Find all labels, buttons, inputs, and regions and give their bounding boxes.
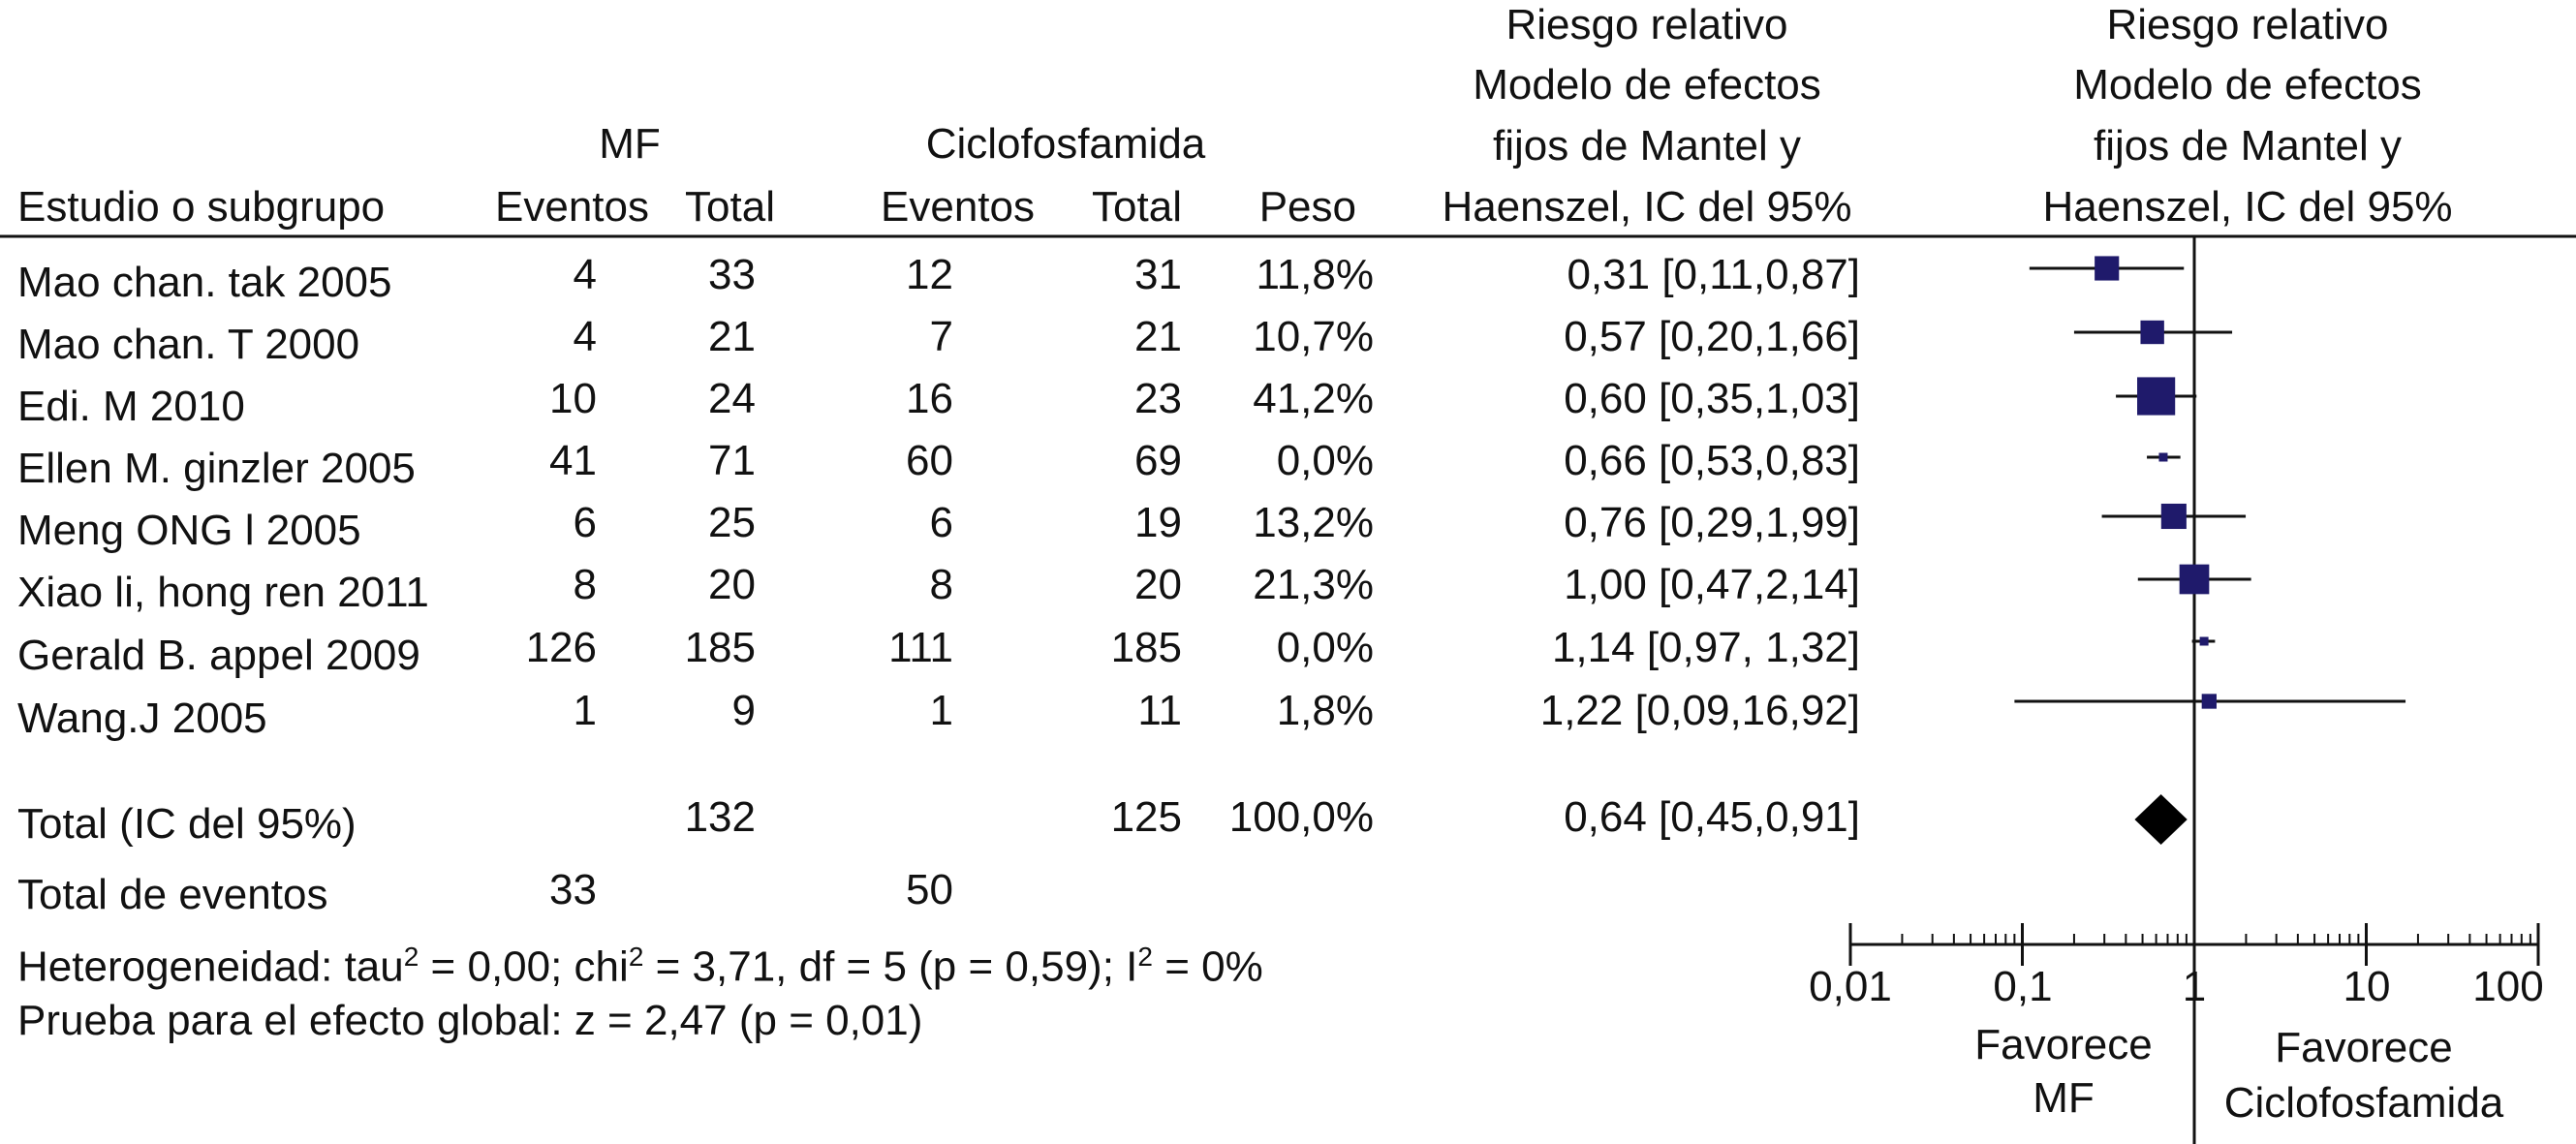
study-point-estimate	[2180, 565, 2210, 595]
total-weight: 100,0%	[1228, 793, 1374, 841]
plot-header-line-1: Riesgo relativo	[2106, 1, 2389, 48]
study-rr: 1,14 [0,97, 1,32]	[1551, 624, 1860, 671]
col-cy-events-header: Eventos	[881, 183, 1035, 231]
favors-right-line-1: Favorece	[2275, 1024, 2453, 1071]
rr-header-line-1: Riesgo relativo	[1505, 1, 1788, 48]
cy-total: 11	[1137, 687, 1182, 734]
study-name: Ellen M. ginzler 2005	[17, 445, 416, 492]
cy-total: 31	[1134, 251, 1182, 298]
total-cy-total: 125	[1110, 793, 1182, 841]
study-weight: 21,3%	[1253, 561, 1374, 608]
plot-header-line-2: Modelo de efectos	[2073, 61, 2422, 108]
study-name: Wang.J 2005	[17, 695, 267, 742]
overall-effect-test: Prueba para el efecto global: z = 2,47 (p = 0,01)	[17, 997, 923, 1044]
plot-header-line-4: Haenszel, IC del 95%	[2042, 183, 2453, 231]
mf-total: 71	[708, 437, 756, 484]
cy-total: 19	[1134, 499, 1182, 546]
cy-events: 1	[929, 687, 953, 734]
study-name: Gerald B. appel 2009	[17, 632, 420, 679]
study-weight: 1,8%	[1276, 687, 1374, 734]
mf-total: 33	[708, 251, 756, 298]
mf-total: 185	[684, 624, 756, 671]
mf-total: 24	[708, 375, 756, 422]
col-study-header: Estudio o subgrupo	[17, 183, 386, 231]
favors-left-line-1: Favorece	[1974, 1021, 2153, 1068]
total-mf-total: 132	[684, 793, 756, 841]
total-events-label: Total de eventos	[17, 871, 328, 918]
study-weight: 0,0%	[1276, 437, 1374, 484]
study-rr: 1,00 [0,47,2,14]	[1564, 561, 1860, 608]
pooled-estimate-diamond	[2134, 794, 2187, 845]
plot-header-line-3: fijos de Mantel y	[2094, 122, 2402, 170]
rr-header-line-4: Haenszel, IC del 95%	[1442, 183, 1852, 231]
mf-events: 4	[573, 251, 597, 298]
study-point-estimate	[2137, 377, 2175, 415]
mf-events: 10	[549, 375, 597, 422]
favors-left-line-2: MF	[2033, 1074, 2095, 1122]
study-rr: 0,57 [0,20,1,66]	[1564, 313, 1860, 360]
cy-total: 23	[1134, 375, 1182, 422]
mf-events: 6	[573, 499, 597, 546]
study-point-estimate	[2161, 504, 2187, 529]
study-weight: 10,7%	[1253, 313, 1374, 360]
study-weight: 41,2%	[1253, 375, 1374, 422]
cyclo-group-header: Ciclofosfamida	[925, 120, 1206, 168]
study-point-estimate	[2158, 453, 2167, 462]
cy-total: 69	[1134, 437, 1182, 484]
x-tick-label: 1	[2182, 963, 2207, 1010]
mf-events: 4	[573, 313, 597, 360]
cy-events: 6	[929, 499, 953, 546]
x-tick-label: 0,1	[1993, 963, 2053, 1010]
cy-total: 20	[1134, 561, 1182, 608]
col-weight-header: Peso	[1258, 183, 1356, 231]
x-tick-label: 100	[2472, 963, 2544, 1010]
mf-events: 8	[573, 561, 597, 608]
x-tick-label: 0,01	[1809, 963, 1892, 1010]
mf-events: 41	[549, 437, 597, 484]
study-name: Mao chan. T 2000	[17, 321, 360, 368]
favors-right-line-2: Ciclofosfamida	[2223, 1079, 2504, 1127]
study-point-estimate	[2095, 256, 2119, 280]
rr-header-line-2: Modelo de efectos	[1473, 61, 1821, 108]
col-cy-total-header: Total	[1092, 183, 1182, 231]
cy-total: 21	[1134, 313, 1182, 360]
study-weight: 11,8%	[1256, 251, 1374, 298]
total-events-cy: 50	[906, 866, 953, 913]
total-events-mf: 33	[549, 866, 597, 913]
mf-total: 25	[708, 499, 756, 546]
study-point-estimate	[2200, 637, 2209, 646]
heterogeneity-text: Heterogeneidad: tau$^2$ = 0,00; chi$^2$ = 3,71, df = 5 (p = 0,59); $I^2 = 0\%$	[17, 942, 1263, 991]
mf-total: 20	[708, 561, 756, 608]
study-rr: 1,22 [0,09,16,92]	[1539, 687, 1860, 734]
cy-events: 12	[906, 251, 953, 298]
study-rr: 0,31 [0,11,0,87]	[1567, 251, 1860, 298]
study-name: Meng ONG l 2005	[17, 507, 361, 554]
cy-events: 16	[906, 375, 953, 422]
total-rr: 0,64 [0,45,0,91]	[1564, 793, 1860, 841]
mf-total: 21	[708, 313, 756, 360]
mf-events: 1	[573, 687, 597, 734]
total-label: Total (IC del 95%)	[17, 800, 357, 848]
mf-total: 9	[731, 687, 756, 734]
mf-events: 126	[525, 624, 597, 671]
study-point-estimate	[2202, 694, 2217, 708]
study-name: Xiao li, hong ren 2011	[17, 569, 429, 616]
col-mf-total-header: Total	[685, 183, 775, 231]
rr-header-line-3: fijos de Mantel y	[1493, 122, 1801, 170]
study-point-estimate	[2140, 321, 2163, 344]
study-weight: 13,2%	[1253, 499, 1374, 546]
col-mf-events-header: Eventos	[495, 183, 649, 231]
study-rr: 0,66 [0,53,0,83]	[1564, 437, 1860, 484]
mf-group-header: MF	[599, 120, 661, 168]
cy-events: 60	[906, 437, 953, 484]
study-rr: 0,76 [0,29,1,99]	[1564, 499, 1860, 546]
study-rr: 0,60 [0,35,1,03]	[1564, 375, 1860, 422]
cy-events: 8	[929, 561, 953, 608]
study-name: Edi. M 2010	[17, 383, 245, 430]
cy-events: 111	[888, 624, 953, 671]
study-name: Mao chan. tak 2005	[17, 259, 392, 306]
cy-events: 7	[929, 313, 953, 360]
cy-total: 185	[1110, 624, 1182, 671]
study-weight: 0,0%	[1276, 624, 1374, 671]
x-tick-label: 10	[2343, 963, 2391, 1010]
